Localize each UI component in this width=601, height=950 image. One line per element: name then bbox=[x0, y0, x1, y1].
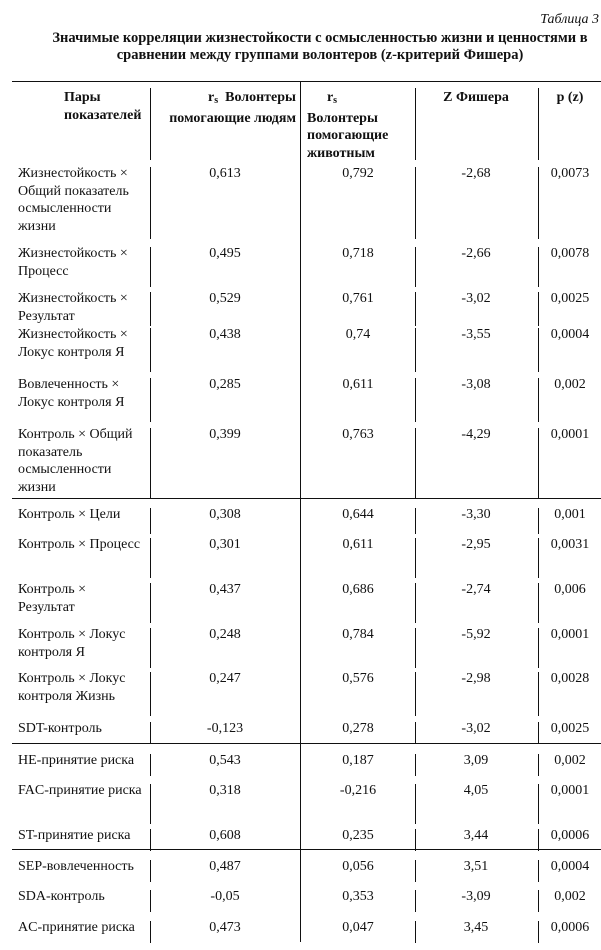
column-divider bbox=[150, 292, 151, 326]
cell-r-people: 0,529 bbox=[209, 291, 241, 306]
cell-r-animals: 0,686 bbox=[342, 582, 374, 597]
column-divider bbox=[415, 921, 416, 943]
column-divider bbox=[415, 628, 416, 668]
header-r-animals bbox=[307, 89, 407, 162]
header-r-animals-text: Волонтеры помогающие животным bbox=[307, 110, 389, 161]
column-divider bbox=[538, 328, 539, 372]
column-divider bbox=[415, 860, 416, 882]
cell-p-value: 0,002 bbox=[554, 889, 586, 904]
column-divider bbox=[415, 508, 416, 534]
cell-p-value: 0,006 bbox=[554, 582, 586, 597]
cell-r-people: -0,05 bbox=[210, 889, 240, 904]
cell-pair: Контроль × Цели bbox=[18, 507, 121, 522]
cell-z-fisher: 3,09 bbox=[463, 753, 489, 768]
cell-pair: Контроль × Общий показатель осмысленности жизни bbox=[18, 427, 133, 495]
column-divider bbox=[538, 672, 539, 716]
column-divider bbox=[538, 754, 539, 776]
cell-z-fisher: -5,92 bbox=[461, 627, 491, 642]
cell-p-value: 0,002 bbox=[554, 377, 586, 392]
column-divider bbox=[150, 722, 151, 744]
cell-p-value: 0,001 bbox=[554, 507, 586, 522]
cell-pair: SDA-контроль bbox=[18, 889, 105, 904]
column-divider bbox=[538, 829, 539, 851]
column-divider bbox=[538, 88, 539, 160]
cell-pair: Жизнестойкость × Результат bbox=[18, 291, 128, 324]
cell-p-value: 0,0028 bbox=[550, 671, 590, 686]
cell-r-people: 0,308 bbox=[209, 507, 241, 522]
header-r-people bbox=[154, 89, 296, 127]
cell-z-fisher: -2,66 bbox=[461, 246, 491, 261]
cell-p-value: 0,0006 bbox=[550, 828, 590, 843]
header-r-symbol: r bbox=[207, 90, 215, 105]
column-divider bbox=[300, 82, 301, 942]
cell-r-animals: 0,718 bbox=[342, 246, 374, 261]
column-divider bbox=[150, 829, 151, 851]
column-divider bbox=[150, 672, 151, 716]
cell-p-value: 0,0078 bbox=[550, 246, 590, 261]
cell-p-value: 0,0025 bbox=[550, 291, 590, 306]
column-divider bbox=[415, 583, 416, 623]
cell-r-people: 0,495 bbox=[209, 246, 241, 261]
column-divider bbox=[415, 784, 416, 824]
column-divider bbox=[415, 328, 416, 372]
column-divider bbox=[538, 583, 539, 623]
column-divider bbox=[538, 247, 539, 287]
cell-pair: SEP-вовлеченность bbox=[18, 859, 134, 874]
cell-r-animals: 0,761 bbox=[342, 291, 374, 306]
table-top-rule bbox=[12, 81, 601, 82]
cell-r-people: 0,318 bbox=[209, 783, 241, 798]
cell-r-people: 0,543 bbox=[209, 753, 241, 768]
cell-z-fisher: -3,55 bbox=[461, 327, 491, 342]
column-divider bbox=[538, 428, 539, 498]
cell-p-value: 0,0073 bbox=[550, 166, 590, 181]
table-number-label: Таблица 3 bbox=[540, 12, 599, 27]
column-divider bbox=[150, 860, 151, 882]
column-divider bbox=[415, 672, 416, 716]
header-r-subscript: s bbox=[214, 95, 219, 106]
column-divider bbox=[538, 722, 539, 744]
column-divider bbox=[150, 378, 151, 422]
cell-p-value: 0,0004 bbox=[550, 327, 590, 342]
column-divider bbox=[150, 428, 151, 498]
column-divider bbox=[538, 292, 539, 326]
column-divider bbox=[538, 378, 539, 422]
column-divider bbox=[150, 890, 151, 912]
header-pairs bbox=[18, 89, 146, 124]
column-divider bbox=[415, 754, 416, 776]
column-divider bbox=[415, 829, 416, 851]
cell-pair: Жизнестойкость × Общий показатель осмысленности жизни bbox=[18, 166, 129, 234]
cell-r-people: 0,437 bbox=[209, 582, 241, 597]
header-r-symbol-wrap bbox=[307, 89, 357, 110]
cell-z-fisher: -2,74 bbox=[461, 582, 491, 597]
cell-z-fisher: -3,08 bbox=[461, 377, 491, 392]
cell-z-fisher: -3,02 bbox=[461, 721, 491, 736]
cell-pair: Жизнестойкость × Локус контроля Я bbox=[18, 327, 128, 360]
cell-pair: Вовлеченность × Локус контроля Я bbox=[18, 377, 125, 410]
cell-r-animals: 0,792 bbox=[342, 166, 374, 181]
column-divider bbox=[538, 921, 539, 943]
column-divider bbox=[415, 247, 416, 287]
group-divider-rule bbox=[12, 849, 601, 850]
cell-p-value: 0,0031 bbox=[550, 537, 590, 552]
column-divider bbox=[150, 508, 151, 534]
cell-pair: HE-принятие риска bbox=[18, 753, 135, 768]
cell-r-people: 0,247 bbox=[209, 671, 241, 686]
cell-r-animals: -0,216 bbox=[339, 783, 377, 798]
cell-z-fisher: 4,05 bbox=[463, 783, 489, 798]
cell-p-value: 0,0001 bbox=[550, 783, 590, 798]
cell-r-animals: 0,235 bbox=[342, 828, 374, 843]
cell-r-animals: 0,353 bbox=[342, 889, 374, 904]
cell-r-people: 0,301 bbox=[209, 537, 241, 552]
cell-z-fisher: -2,95 bbox=[461, 537, 491, 552]
header-z-fisher bbox=[416, 89, 536, 107]
cell-r-people: 0,285 bbox=[209, 377, 241, 392]
column-divider bbox=[150, 247, 151, 287]
cell-r-animals: 0,784 bbox=[342, 627, 374, 642]
cell-p-value: 0,0001 bbox=[550, 627, 590, 642]
cell-r-people: -0,123 bbox=[206, 721, 244, 736]
cell-z-fisher: -4,29 bbox=[461, 427, 491, 442]
cell-p-value: 0,0006 bbox=[550, 920, 590, 935]
cell-pair: ST-принятие риска bbox=[18, 828, 131, 843]
cell-r-animals: 0,611 bbox=[342, 377, 374, 392]
column-divider bbox=[150, 754, 151, 776]
cell-pair: SDT-контроль bbox=[18, 721, 102, 736]
cell-pair: Жизнестойкость × Процесс bbox=[18, 246, 128, 279]
cell-z-fisher: -3,09 bbox=[461, 889, 491, 904]
column-divider bbox=[538, 167, 539, 239]
header-r-symbol: r bbox=[326, 90, 334, 105]
cell-z-fisher: 3,45 bbox=[463, 920, 489, 935]
group-divider-rule bbox=[12, 498, 601, 499]
column-divider bbox=[415, 88, 416, 160]
cell-z-fisher: -3,02 bbox=[461, 291, 491, 306]
cell-z-fisher: -2,68 bbox=[461, 166, 491, 181]
header-p-z: p (z) bbox=[556, 90, 584, 105]
column-divider bbox=[150, 167, 151, 239]
cell-r-people: 0,487 bbox=[209, 859, 241, 874]
column-divider bbox=[150, 88, 151, 160]
column-divider bbox=[415, 722, 416, 744]
column-divider bbox=[538, 890, 539, 912]
cell-z-fisher: 3,44 bbox=[463, 828, 489, 843]
column-divider bbox=[150, 921, 151, 943]
column-divider bbox=[415, 890, 416, 912]
cell-r-animals: 0,056 bbox=[342, 859, 374, 874]
column-divider bbox=[150, 538, 151, 578]
cell-pair: Контроль × Процесс bbox=[18, 537, 141, 552]
column-divider bbox=[538, 784, 539, 824]
column-divider bbox=[415, 428, 416, 498]
column-divider bbox=[538, 508, 539, 534]
cell-pair: FAC-принятие риска bbox=[18, 783, 142, 798]
column-divider bbox=[538, 538, 539, 578]
cell-p-value: 0,0004 bbox=[550, 859, 590, 874]
cell-p-value: 0,0025 bbox=[550, 721, 590, 736]
column-divider bbox=[415, 378, 416, 422]
cell-r-animals: 0,644 bbox=[342, 507, 374, 522]
cell-r-people: 0,438 bbox=[209, 327, 241, 342]
column-divider bbox=[415, 292, 416, 326]
column-divider bbox=[538, 628, 539, 668]
cell-r-people: 0,248 bbox=[209, 627, 241, 642]
column-divider bbox=[150, 583, 151, 623]
cell-r-animals: 0,576 bbox=[342, 671, 374, 686]
cell-pair: Контроль × Локус контроля Я bbox=[18, 627, 126, 660]
column-divider bbox=[538, 860, 539, 882]
cell-pair: Контроль × Результат bbox=[18, 582, 87, 615]
cell-r-people: 0,473 bbox=[209, 920, 241, 935]
column-divider bbox=[415, 167, 416, 239]
column-divider bbox=[415, 538, 416, 578]
cell-z-fisher: -3,30 bbox=[461, 507, 491, 522]
column-divider bbox=[150, 628, 151, 668]
cell-z-fisher: -2,98 bbox=[461, 671, 491, 686]
column-divider bbox=[150, 784, 151, 824]
cell-r-animals: 0,74 bbox=[345, 327, 371, 342]
table-title: Значимые корреляции жизнестойкости с осмысленностью жизни и ценностями в сравнении между группами волонтеров (z-критерий Фишера) bbox=[52, 30, 588, 63]
cell-r-animals: 0,763 bbox=[342, 427, 374, 442]
cell-r-animals: 0,611 bbox=[342, 537, 374, 552]
cell-r-animals: 0,047 bbox=[342, 920, 374, 935]
cell-pair: AC-принятие риска bbox=[18, 920, 135, 935]
cell-z-fisher: 3,51 bbox=[463, 859, 489, 874]
cell-r-people: 0,399 bbox=[209, 427, 241, 442]
cell-r-animals: 0,278 bbox=[342, 721, 374, 736]
header-pairs-text: Пары показателей bbox=[64, 90, 142, 123]
header-r-people-text: Волонтеры помогающие людям bbox=[169, 90, 296, 126]
cell-r-animals: 0,187 bbox=[342, 753, 374, 768]
cell-pair: Контроль × Локус контроля Жизнь bbox=[18, 671, 126, 704]
cell-r-people: 0,613 bbox=[209, 166, 241, 181]
cell-r-people: 0,608 bbox=[209, 828, 241, 843]
header-z-fisher-text: Z Фишера bbox=[443, 90, 509, 105]
group-divider-rule bbox=[12, 743, 601, 744]
cell-p-value: 0,0001 bbox=[550, 427, 590, 442]
column-divider bbox=[150, 328, 151, 372]
cell-p-value: 0,002 bbox=[554, 753, 586, 768]
header-r-subscript: s bbox=[333, 95, 338, 106]
